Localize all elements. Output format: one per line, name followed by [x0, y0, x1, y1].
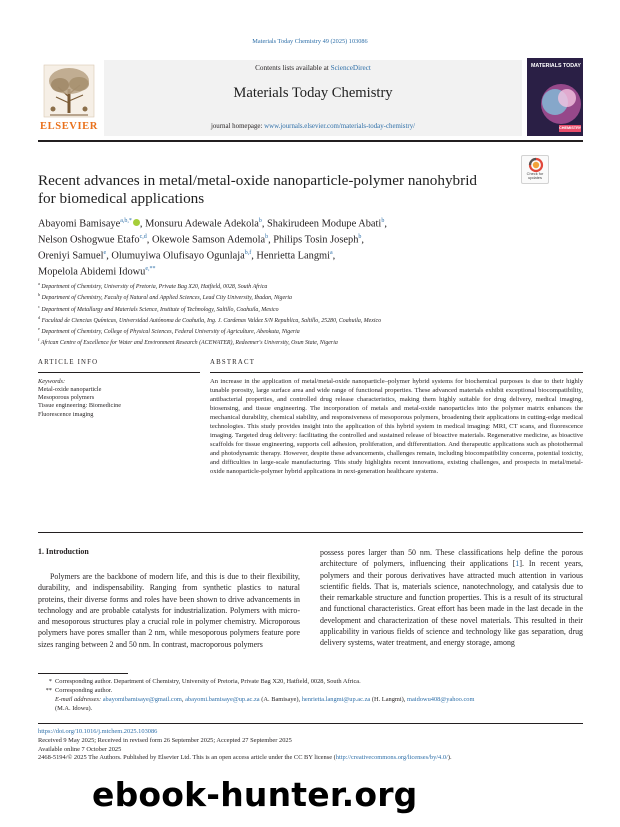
contents-line	[104, 64, 522, 72]
affiliation-text: Department of Metallurgy and Materials Science, Institute of Technology, Saltillo, Coahuila, Mexico	[41, 306, 279, 313]
affiliation-sup: e	[38, 326, 40, 332]
affiliation-sup: d	[38, 314, 41, 320]
author-separator: ,	[146, 234, 152, 246]
author-separator: ,	[332, 250, 336, 262]
author-name[interactable]: Monsuru Adewale Adekola	[145, 218, 259, 230]
author-affil-sup[interactable]: a,b,*	[120, 218, 132, 224]
abstract-text: An increase in the application of metal/metal-oxide nanoparticle–polymer hybrid systems for biochemical purposes is due to their highly tunable porosity, large surface area and wide range of functional properties. These advanced materials exhibit exceptional biocompatibility, antibacterial properties, and controlled drug release characteristics, making them highly suitable for drug delivery, medical imaging, biosensing, and tissue engineering. The incorporation of metals and metal-oxide nanoparticles into the polymer matrix enhances the mechanical durability, chemical stability, and responsiveness of mesoporous polymers, broadening their applications in cutting-edge medical technologies. This study provides insight into the application of this hybrid system in medical imaging: MRI, CT scans, and fluorescence imaging. Targeted drug delivery: facilitating the controlled and sustained release of bioactive materials. Regenerative medicine, as bioactive scaffolds for tissue engineering, supports cell adhesion, proliferation, and differentiation. And therapeutic applications such as photothermal and photodynamic therapy. However, despite these advancements, challenges remain, including biocompatibility concerns, potential toxicity, and difficulties in large-scale manufacturing. This study highlights recent innovations, existing challenges, and prospects in metal/metal-oxide nanoparticle-polymer hybrid applications in next-generation healthcare systems.	[210, 378, 583, 475]
author-affil-sup[interactable]: c,d	[139, 233, 147, 240]
affiliation-item	[38, 336, 583, 347]
publication-divider	[38, 723, 583, 724]
orcid-icon[interactable]	[133, 219, 140, 226]
affiliation-sup: b	[38, 292, 41, 298]
elsevier-tree-icon	[38, 61, 100, 121]
affiliation-sup: a	[38, 281, 40, 286]
homepage-line	[104, 123, 522, 130]
footnotes	[38, 677, 583, 713]
author-affil-sup[interactable]: b	[258, 218, 262, 224]
author-separator: ,	[268, 234, 274, 246]
publisher-name: ELSEVIER	[40, 121, 98, 132]
author-name[interactable]: Olumuyiwa Olufisayo Ogunlaja	[111, 250, 245, 262]
author-separator: ,	[361, 234, 364, 246]
affiliation-item	[38, 280, 583, 291]
article-title	[38, 172, 508, 207]
affiliation-item	[38, 314, 583, 325]
license-line	[38, 754, 598, 761]
abstract-heading: ABSTRACT	[210, 359, 256, 366]
homepage-link[interactable]: www.journals.elsevier.com/materials-today-chemistry/	[264, 123, 416, 130]
affiliation-text: Department of Chemistry, College of Physical Sciences, Federal University of Agriculture, Abeokuta, Nigeria	[41, 329, 300, 336]
keyword-item: Fluorescence imaging	[38, 410, 94, 418]
affiliation-text: Department of Chemistry, Faculty of Natural and Applied Sciences, Lead City University, Ibadan, Nigeria	[41, 295, 292, 302]
affiliation-sup: f	[38, 337, 40, 343]
title-line-1: Recent advances in metal/metal-oxide nanoparticle-polymer nanohybrid	[38, 172, 478, 189]
email-link[interactable]: abayomibamisaye@gmail.com	[102, 696, 182, 703]
homepage-prefix: journal homepage:	[210, 123, 265, 130]
affiliation-item	[38, 303, 583, 314]
author-list	[38, 215, 538, 279]
doi-link[interactable]: https://doi.org/10.1016/j.mtchem.2025.103086	[38, 728, 158, 735]
author-name[interactable]: Philips Tosin Joseph	[273, 234, 359, 246]
header-divider	[38, 140, 583, 142]
author-separator: ,	[139, 218, 146, 230]
author-name[interactable]: Mopelola Abidemi Idowu	[38, 266, 146, 278]
citation-link[interactable]: 1	[515, 559, 520, 569]
title-line-2: for biomedical applications	[38, 189, 205, 207]
keyword-item: Tissue engineering: Biomedicine	[38, 402, 122, 410]
cover-subtitle: CHEMISTRY	[559, 126, 582, 130]
license-link[interactable]: http://creativecommons.org/licenses/by/4.0/	[335, 754, 448, 761]
email-owner: (M.A. Idowu).	[55, 705, 93, 712]
keyword-list	[38, 386, 121, 419]
abstract-divider	[210, 372, 583, 373]
keyword-item: Metal-oxide nanoparticle	[38, 386, 102, 393]
abstract-bottom-divider	[38, 532, 583, 533]
author-name[interactable]: Okewole Samson Ademola	[151, 234, 266, 246]
keyword-item: Mesoporous polymers	[38, 394, 95, 402]
footnote-text: Corresponding author.	[55, 687, 113, 694]
author-name[interactable]: Henrietta Langmi	[256, 250, 330, 262]
author-affil-sup[interactable]: e	[103, 249, 107, 256]
author-affil-sup[interactable]: b,f	[244, 249, 252, 256]
affiliation-item	[38, 325, 583, 336]
footnote-divider	[38, 673, 128, 674]
author-affil-sup[interactable]: b	[265, 233, 269, 240]
author-separator: ,	[384, 218, 387, 230]
affiliation-item	[38, 291, 583, 302]
body-text: ]. In recent years, polymers and their porous derivatives have attracted much attention in various scientific fields. That is, materials science, nanotechnology, and catalysis due to their remarkable structure and function properties. This is a result of its structural and functional characteristics. Great effort has been made in the last decade in the development and characterization of these novel materials. This resulted in their applicability in various fields of science and technology like gas separation, drug delivery systems, water treatment, and energy storage, among	[320, 559, 583, 647]
footnote-mark: *	[48, 678, 52, 685]
affiliation-text: Facultad de Ciencias Químicas, Universidad Autónoma de Coahuila, Ing. J. Cardenas Valdez S/N Republica, Saltillo, 25280, Coahuila, Mexico	[41, 317, 382, 324]
author-affil-sup[interactable]: a	[330, 249, 333, 256]
email-link[interactable]: maidowu408@yahoo.com	[407, 696, 475, 703]
footnote-text: Corresponding author. Department of Chemistry, University of Pretoria, Private Bag X20, Hatfield, 0028, South Africa.	[55, 678, 361, 685]
footnote-corresponding-2	[38, 686, 583, 695]
cover-title: MATERIALS TODAY	[531, 63, 581, 69]
journal-title: Materials Today Chemistry	[233, 85, 393, 101]
author-affil-sup[interactable]: b	[381, 218, 385, 224]
watermark-text: ebook-hunter.org	[92, 775, 418, 814]
author-affil-sup[interactable]: b	[358, 233, 362, 240]
body-column-left: Polymers are the backbone of modern life, and this is due to their flexibility, durability, and indispensability. Ranging from synthetic plastics to natural proteins, their diverse forms and roles have been shown to drive advancements in technology and are probable catalysts for industrialization. Polymers with micro- and mesoporous structures play a crucial role in polymer chemistry. Microporous polymers have pores smaller than 2 nm, while mesoporous polymers feature pore sizes ranging between 2 and 50 nm. In contrast, macroporous polymers	[38, 572, 300, 649]
author-separator: ,	[251, 250, 257, 262]
body-text: possess pores larger than 50 nm. These classifications help define the porous architecture of polymers, influencing their applications [	[320, 548, 583, 569]
affiliation-text: Department of Chemistry, University of Pretoria, Private Bag X20, Hatfield, 0028, South Africa	[41, 283, 268, 290]
footnote-mark: **	[45, 687, 52, 694]
article-info-heading: ARTICLE INFO	[38, 359, 99, 366]
footnote-emails: E-mail addresses: abayomibamisaye@gmail.com, abayomi.bamisaye@up.ac.za (A. Bamisaye), henrietta.langmi@up.ac.za (H. Langmi), maidowu408@yahoo.com (M.A. Idowu).	[55, 696, 475, 712]
email-label: E-mail addresses:	[55, 696, 102, 703]
author-name[interactable]: Abayomi Bamisaye	[38, 218, 121, 230]
author-name[interactable]: Oreniyi Samuel	[38, 250, 104, 262]
license-text: 2468-5194/© 2025 The Authors. Published by Elsevier Ltd. This is an open access article under the CC BY license (	[38, 754, 336, 761]
author-affil-sup[interactable]: e,**	[145, 265, 156, 272]
license-suffix: ).	[447, 754, 452, 761]
affiliation-sup: c	[38, 303, 40, 309]
affiliation-text: African Centre of Excellence for Water and Environment Research (ACEWATER), Redeemer's University, Osun State, Nigeria	[40, 340, 338, 347]
contents-prefix: Contents lists available at	[255, 64, 331, 72]
footnote-corresponding-1	[38, 677, 583, 686]
author-name[interactable]: Shakirudeen Modupe Abati	[267, 218, 382, 230]
received-dates: Received 9 May 2025; Received in revised form 26 September 2025; Accepted 27 September 2025	[38, 737, 292, 744]
email-owner: (H. Langmi),	[370, 696, 407, 703]
email-owner: (A. Bamisaye),	[259, 696, 302, 703]
email-link[interactable]: henrietta.langmi@up.ac.za	[301, 696, 371, 703]
affiliation-list	[38, 280, 583, 348]
check-updates-label: Check for updates	[526, 171, 544, 181]
body-column-right	[320, 547, 583, 648]
sciencedirect-link[interactable]: ScienceDirect	[330, 64, 371, 72]
section-heading-introduction: 1. Introduction	[38, 547, 89, 556]
author-name[interactable]: Nelson Oshogwue Etafo	[38, 234, 140, 246]
article-info-divider	[38, 372, 200, 373]
keywords-label: Keywords:	[38, 378, 66, 385]
journal-citation[interactable]: Materials Today Chemistry 49 (2025) 103086	[252, 38, 368, 45]
available-online-date: Available online 7 October 2025	[38, 746, 122, 753]
email-link[interactable]: abayomi.bamisaye@up.ac.za	[185, 696, 260, 703]
author-separator: ,	[106, 250, 112, 262]
author-separator: ,	[261, 218, 268, 230]
